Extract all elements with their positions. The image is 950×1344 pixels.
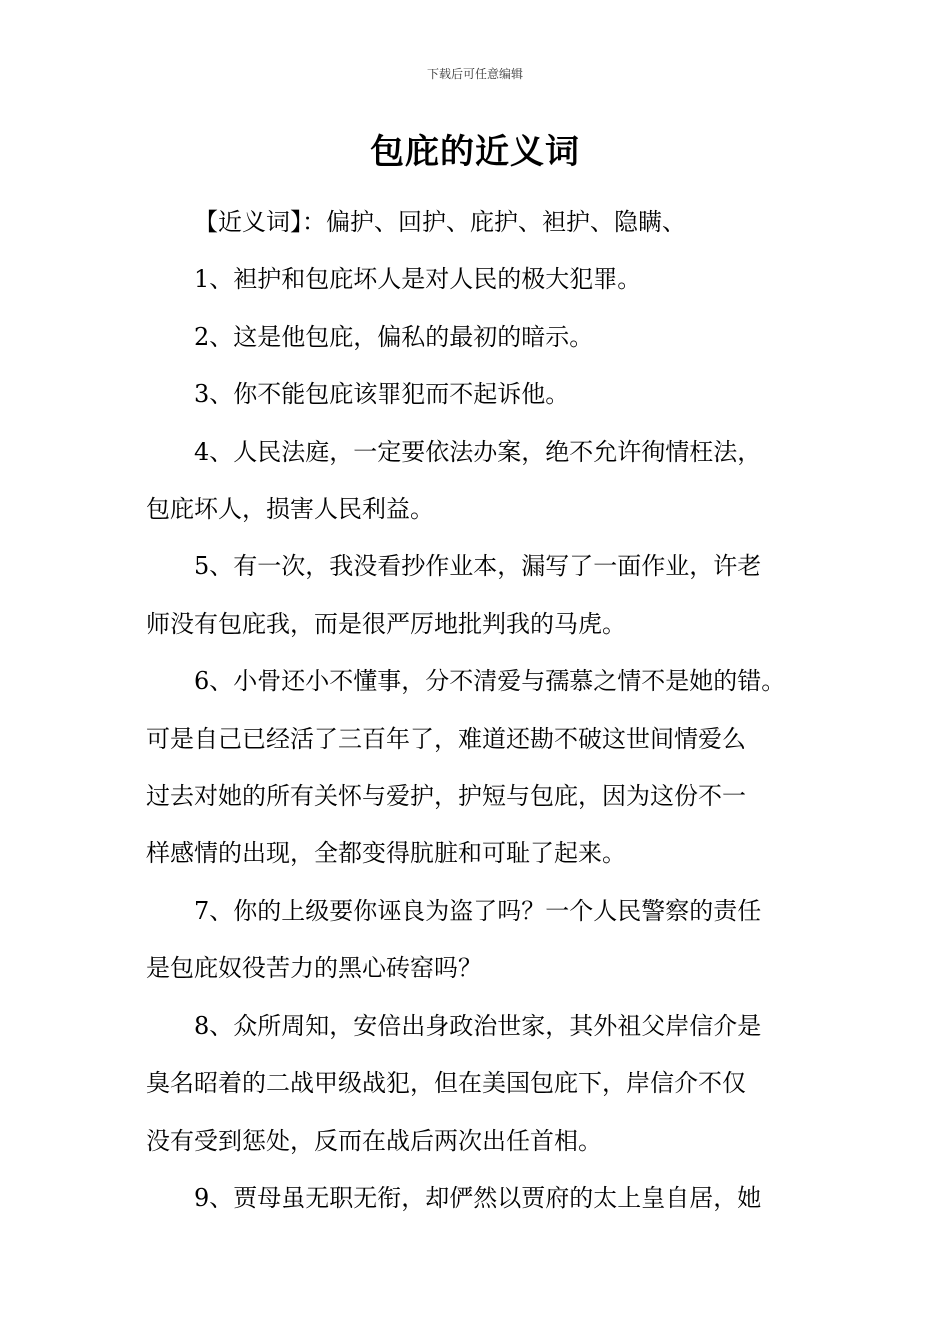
paragraph-example-3	[146, 366, 820, 423]
paragraph-line: 包庇坏人，损害人民利益。	[146, 495, 434, 524]
paragraph-line: 过去对她的所有关怀与爱护，护短与包庇，因为这份不一	[146, 782, 746, 811]
paragraph-example-2	[146, 309, 820, 366]
document-body	[146, 194, 820, 1227]
paragraph-example-8	[146, 998, 820, 1170]
paragraph-line: 4、人民法庭，一定要依法办案，绝不允许徇情枉法，	[194, 437, 762, 466]
paragraph-synonyms	[146, 194, 820, 251]
page-title: 包庇的近义词	[370, 132, 580, 172]
paragraph-line: 3、你不能包庇该罪犯而不起诉他。	[194, 380, 570, 409]
paragraph-line: 1、袒护和包庇坏人是对人民的极大犯罪。	[194, 265, 642, 294]
paragraph-line: 9、贾母虽无职无衔，却俨然以贾府的太上皇自居，她	[194, 1183, 762, 1212]
paragraph-example-1	[146, 251, 820, 308]
header-note: 下载后可任意编辑	[426, 67, 523, 81]
paragraph-line: 2、这是他包庇，偏私的最初的暗示。	[194, 322, 594, 351]
paragraph-example-9	[146, 1170, 820, 1227]
paragraph-line: 【近义词】：偏护、回护、庇护、袒护、隐瞒、	[194, 208, 686, 236]
paragraph-line: 7、你的上级要你诬良为盗了吗？一个人民警察的责任	[194, 896, 762, 925]
paragraph-example-4	[146, 424, 820, 539]
paragraph-line: 样感情的出现，全都变得肮脏和可耻了起来。	[146, 839, 626, 868]
paragraph-example-6	[146, 653, 820, 883]
paragraph-line: 没有受到惩处，反而在战后两次出任首相。	[146, 1126, 602, 1155]
paragraph-example-5	[146, 538, 820, 653]
paragraph-line: 师没有包庇我，而是很严厉地批判我的马虎。	[146, 609, 626, 638]
paragraph-line: 5、有一次，我没看抄作业本，漏写了一面作业，许老	[194, 552, 762, 581]
paragraph-line: 臭名昭着的二战甲级战犯，但在美国包庇下，岸信介不仅	[146, 1069, 746, 1098]
paragraph-line: 8、众所周知，安倍出身政治世家，其外祖父岸信介是	[194, 1011, 762, 1040]
paragraph-line: 可是自己已经活了三百年了，难道还勘不破这世间情爱么	[146, 724, 746, 753]
paragraph-line: 是包庇奴役苦力的黑心砖窑吗？	[146, 954, 482, 983]
paragraph-example-7	[146, 883, 820, 998]
paragraph-line: 6、小骨还小不懂事，分不清爱与孺慕之情不是她的错。	[194, 667, 786, 696]
